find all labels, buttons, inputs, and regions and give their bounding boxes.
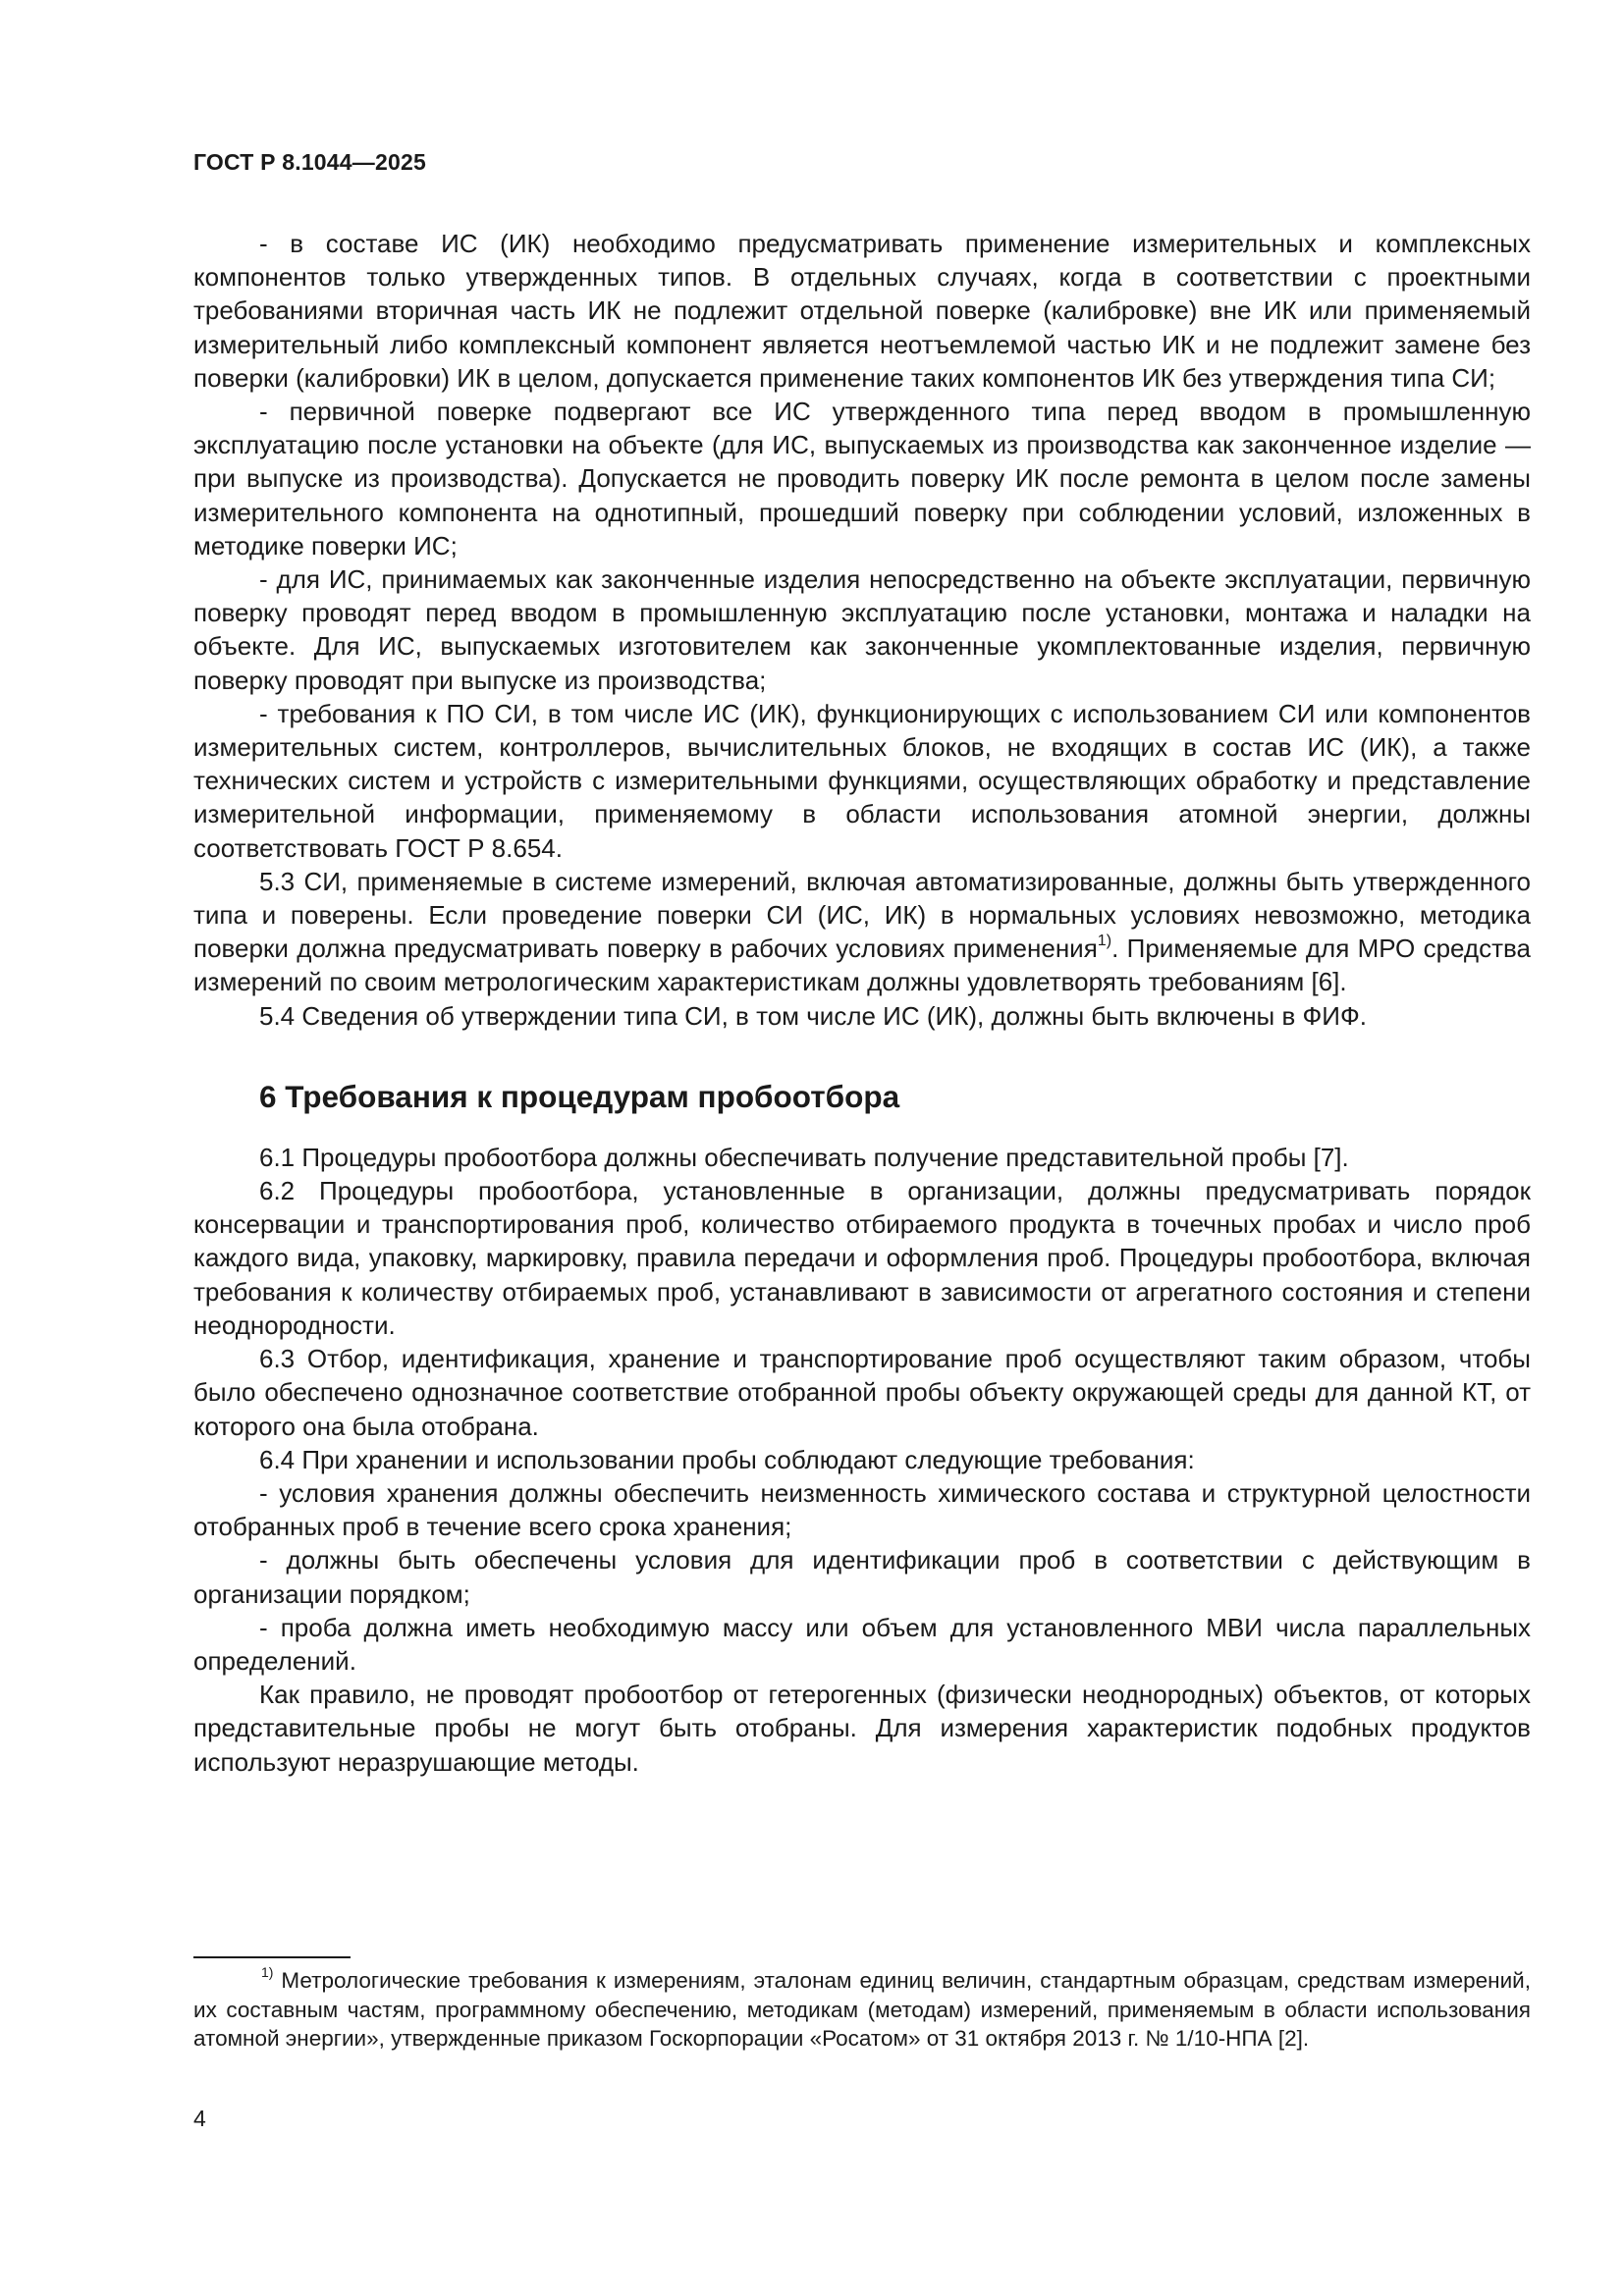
paragraph: Как правило, не проводят пробоотбор от гетерогенных (физически неоднородных) объектов, от которых представительные пробы не могут быть отобраны. Для измерения характеристик подобных продуктов используют неразрушающие методы. [193,1680,1531,1777]
paragraph: 5.4 Сведения об утверждении типа СИ, в том числе ИС (ИК), должны быть включены в ФИФ. [259,1000,1367,1031]
document-header: ГОСТ Р 8.1044—2025 [193,149,426,175]
paragraph: 6.1 Процедуры пробоотбора должны обеспечивать получение представительной пробы [7]. [259,1142,1349,1172]
footnote [193,1966,1531,2054]
footnote-reference: 1) [1097,932,1112,950]
footnote-divider [193,1956,351,1958]
page-number: 4 [193,2106,206,2131]
paragraph: 6.3 Отбор, идентификация, хранение и транспортирование проб осуществляют таким образом, чтобы было обеспечено однозначное соответствие отобранной пробы объекту окружающей среды для данной КТ, от которого она была отобрана. [193,1344,1531,1441]
paragraph-text: . Применяемые для МРО средства измерений по своим метрологическим характеристикам должны удовлетворять требованиям [6]. [193,934,1531,997]
paragraph: - должны быть обеспечены условия для идентификации проб в соответствии с действующим в организации порядком; [193,1545,1531,1609]
footnote-text: Метрологические требования к измерениям, эталонам единиц величин, стандартным образцам, средствам измерений, их составным частям, программному обеспечению, методикам (методам) измерений, применяемым в области использования атомной энергии», утвержденные приказом Госкорпорации «Росатом» от 31 октября 2013 г. № 1/10-НПА [2]. [193,1968,1531,2051]
paragraph: - требования к ПО СИ, в том числе ИС (ИК), функционирующих с использованием СИ или компонентов измерительных систем, контроллеров, вычислительных блоков, не входящих в состав ИС (ИК), а также технических систем и устройств с измерительными функциями, осуществляющих обработку и представление измерительной информации, применяемому в области использования атомной энергии, должны соответствовать ГОСТ Р 8.654. [193,698,1531,863]
paragraph: - первичной поверке подвергают все ИС утвержденного типа перед вводом в промышленную эксплуатацию после установки на объекте (для ИС, выпускаемых из производства как законченное изделие — при выпуске из производства). Допускается не проводить поверку ИК после ремонта в целом после замены измерительного компонента на однотипный, прошедший поверку при соблюдении условий, изложенных в методике поверки ИС; [193,397,1531,561]
paragraph: - для ИС, принимаемых как законченные изделия непосредственно на объекте эксплуатации, первичную поверку проводят перед вводом в промышленную эксплуатацию после установки, монтажа и наладки на объекте. Для ИС, выпускаемых изготовителем как законченные укомплектованные изделия, первичную поверку проводят при выпуске из производства; [193,564,1531,695]
footnote-paragraph [193,1966,1531,2054]
main-content [193,227,1531,1779]
paragraph: - проба должна иметь необходимую массу или объем для установленного МВИ числа параллельных определений. [193,1612,1531,1676]
paragraph [193,865,1531,999]
paragraph: - условия хранения должны обеспечить неизменность химического состава и структурной целостности отобранных проб в течение всего срока хранения; [193,1477,1531,1542]
paragraph: - в составе ИС (ИК) необходимо предусматривать применение измерительных и комплексных компонентов только утвержденных типов. В отдельных случаях, когда в соответствии с проектными требованиями вторичная часть ИК не подлежит отдельной поверке (калибровке) вне ИК или применяемый измерительный либо комплексный компонент является неотъемлемой частью ИК и не подлежит замене без поверки (калибровки) ИК в целом, допускается применение таких компонентов ИК без утверждения типа СИ; [193,229,1531,393]
section-heading: 6 Требования к процедурам пробоотбора [259,1078,900,1114]
footnote-marker: 1) [261,1964,274,1981]
paragraph: 6.4 При хранении и использовании пробы соблюдают следующие требования: [259,1444,1195,1474]
paragraph-text: 5.3 СИ, применяемые в системе измерений, включая автоматизированные, должны быть утвержденного типа и поверены. Если проведение поверки СИ (ИС, ИК) в нормальных условиях невозможно, методика поверки должна предусматривать поверку в рабочих условиях применения [193,866,1531,964]
paragraph: 6.2 Процедуры пробоотбора, установленные в организации, должны предусматривать порядок консервации и транспортирования проб, количество отбираемого продукта в точечных пробах и число проб каждого вида, упаковку, маркировку, правила передачи и оформления проб. Процедуры пробоотбора, включая требования к количеству отбираемых проб, устанавливают в зависимости от агрегатного состояния и степени неоднородности. [193,1176,1531,1340]
